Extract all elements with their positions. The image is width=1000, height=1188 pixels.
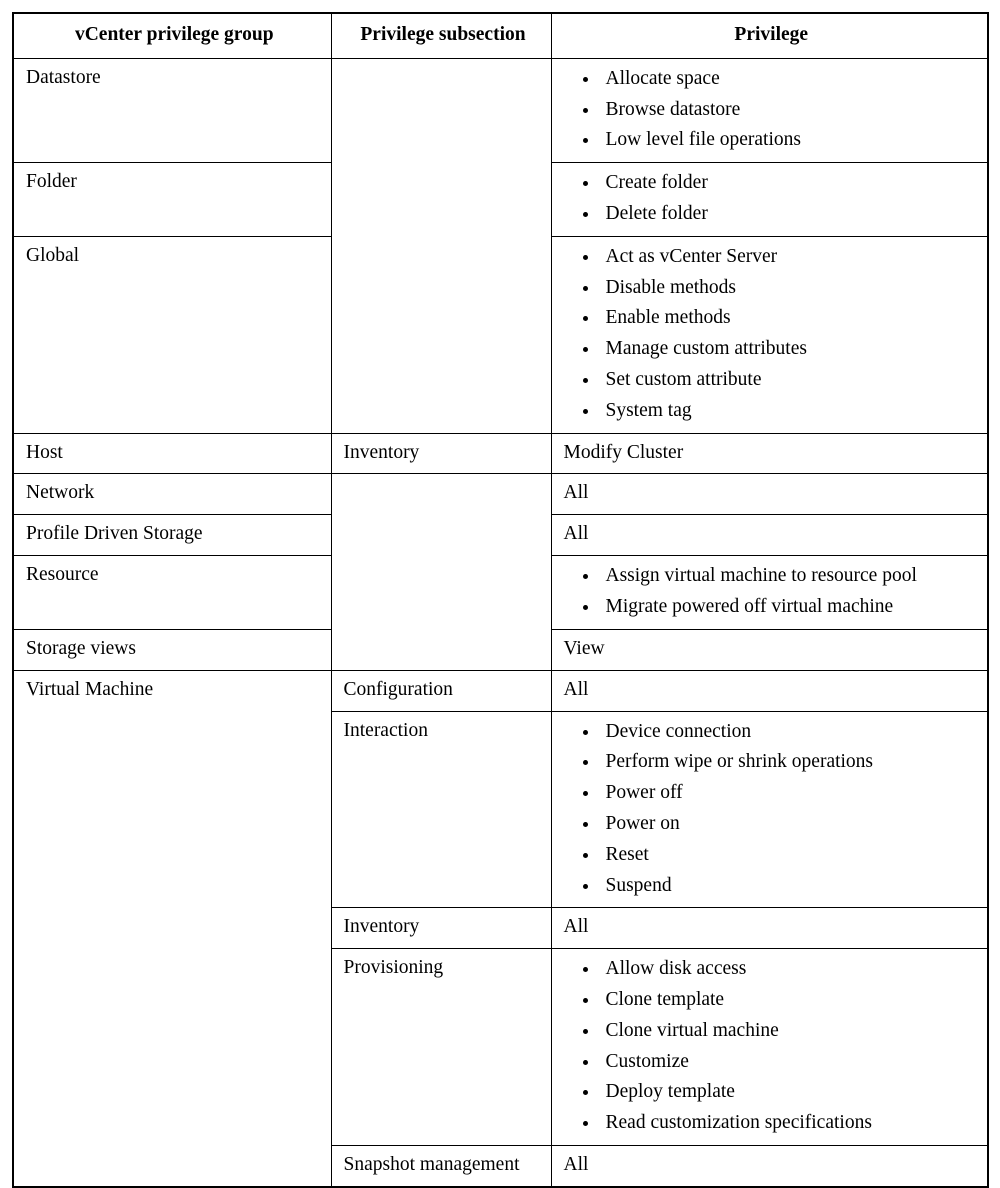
group-cell: Global <box>13 236 331 433</box>
list-item: • Clone template <box>600 985 980 1016</box>
privilege-list <box>564 717 980 902</box>
subsection-cell: Interaction <box>331 711 551 908</box>
privilege-list <box>564 561 980 623</box>
privilege-cell: All <box>551 515 988 556</box>
group-cell: Storage views <box>13 629 331 670</box>
vcenter-privileges-table <box>12 12 989 1188</box>
list-item: • Migrate powered off virtual machine <box>600 592 980 623</box>
subsection-cell: Inventory <box>331 433 551 474</box>
group-cell: Network <box>13 474 331 515</box>
list-item: • Manage custom attributes <box>600 334 980 365</box>
table-row <box>13 474 988 515</box>
list-item: • Clone virtual machine <box>600 1016 980 1047</box>
column-header-privilege: Privilege <box>551 13 988 58</box>
list-item: • Suspend <box>600 871 980 902</box>
subsection-cell: Provisioning <box>331 949 551 1146</box>
privilege-cell: Modify Cluster <box>551 433 988 474</box>
privilege-list <box>564 954 980 1139</box>
list-item: • Set custom attribute <box>600 365 980 396</box>
privilege-cell <box>551 163 988 237</box>
privilege-cell <box>551 556 988 630</box>
group-cell: Datastore <box>13 58 331 162</box>
privilege-list <box>564 168 980 230</box>
column-header-privilege-group: vCenter privilege group <box>13 13 331 58</box>
list-item: • Perform wipe or shrink operations <box>600 747 980 778</box>
list-item: • Low level file operations <box>600 125 980 156</box>
privilege-cell: All <box>551 1145 988 1186</box>
list-item: • Allow disk access <box>600 954 980 985</box>
privilege-cell <box>551 236 988 433</box>
table-row <box>13 58 988 162</box>
group-cell: Folder <box>13 163 331 237</box>
column-header-privilege-subsection: Privilege subsection <box>331 13 551 58</box>
subsection-cell-empty <box>331 58 551 433</box>
list-item: • Device connection <box>600 717 980 748</box>
list-item: • Create folder <box>600 168 980 199</box>
privilege-cell <box>551 711 988 908</box>
list-item: • Browse datastore <box>600 95 980 126</box>
list-item: • Reset <box>600 840 980 871</box>
table-header-row <box>13 13 988 58</box>
list-item: • Act as vCenter Server <box>600 242 980 273</box>
subsection-cell: Inventory <box>331 908 551 949</box>
group-cell: Profile Driven Storage <box>13 515 331 556</box>
list-item: • Assign virtual machine to resource pool <box>600 561 980 592</box>
list-item: • Read customization specifications <box>600 1108 980 1139</box>
privilege-list <box>564 242 980 427</box>
list-item: • Enable methods <box>600 303 980 334</box>
privilege-cell: All <box>551 670 988 711</box>
list-item: • Customize <box>600 1047 980 1078</box>
table-header <box>13 13 988 58</box>
list-item: • System tag <box>600 396 980 427</box>
privilege-cell <box>551 58 988 162</box>
list-item: • Power off <box>600 778 980 809</box>
privilege-cell: All <box>551 908 988 949</box>
privilege-list <box>564 64 980 156</box>
privilege-cell <box>551 949 988 1146</box>
group-cell: Resource <box>13 556 331 630</box>
table-body <box>13 58 988 1186</box>
table-row <box>13 670 988 711</box>
privilege-cell: View <box>551 629 988 670</box>
subsection-cell: Configuration <box>331 670 551 711</box>
privilege-cell: All <box>551 474 988 515</box>
group-cell: Virtual Machine <box>13 670 331 1187</box>
list-item: • Allocate space <box>600 64 980 95</box>
subsection-cell: Snapshot management <box>331 1145 551 1186</box>
subsection-cell-empty <box>331 474 551 670</box>
list-item: • Power on <box>600 809 980 840</box>
group-cell: Host <box>13 433 331 474</box>
list-item: • Deploy template <box>600 1077 980 1108</box>
table-row <box>13 433 988 474</box>
list-item: • Disable methods <box>600 273 980 304</box>
list-item: • Delete folder <box>600 199 980 230</box>
